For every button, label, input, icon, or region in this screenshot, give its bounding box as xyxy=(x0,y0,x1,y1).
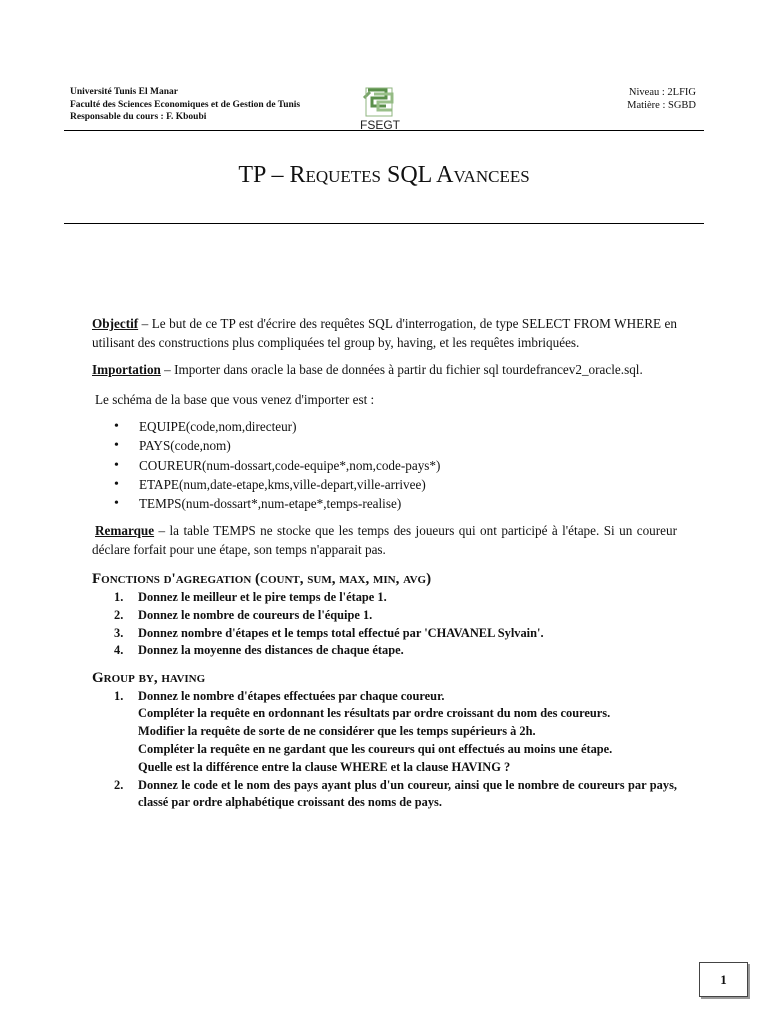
logo-graphic-icon xyxy=(352,86,408,120)
document-body xyxy=(92,315,677,812)
header-institution xyxy=(70,86,300,124)
schema-item: • EQUIPE(code,nom,directeur) xyxy=(92,417,677,436)
schema-item: • COUREUR(num-dossart,code-equipe*,nom,code-pays*) xyxy=(92,456,677,475)
question-item: 2. Donnez le nombre de coureurs de l'équipe 1. xyxy=(114,607,373,622)
niveau-label: Niveau : 2LFIG xyxy=(628,87,696,98)
university-name: Université Tunis El Manar xyxy=(70,87,178,97)
schema-item: • TEMPS(num-dossart*,num-etape*,temps-realise) xyxy=(92,494,677,513)
title-prefix: TP – xyxy=(238,162,290,188)
question-item: 2. Donnez le code et le nom des pays ayant plus d'un coureur, ainsi que le nombre de coureurs par pays, classé par ordre alphabétique croissant des noms de pays. xyxy=(114,777,677,810)
schema-item: • ETAPE(num,date-etape,kms,ville-depart,ville-arrivee) xyxy=(92,475,677,494)
title-divider xyxy=(64,223,704,224)
remarque-paragraph xyxy=(92,522,677,559)
objectif-paragraph xyxy=(92,315,677,352)
question-item: 4. Donnez la moyenne des distances de chaque étape. xyxy=(114,643,404,658)
logo-text: FSEGT xyxy=(359,118,400,132)
page-title xyxy=(64,162,704,189)
question-item: 1. Donnez le nombre d'étapes effectuées par chaque coureur. Compléter la requête en ordonnant les résultats par ordre croissant du nom des coureurs. Modifier la requête de sorte de ne considérer que les temps supérieurs à 2h. Compléter la requête en ne gardant que les coureurs qui ont effectués au moins une étape. Quelle est la différence entre la clause WHERE et la clause HAVING ? xyxy=(114,688,613,774)
page-number: 1 xyxy=(699,962,748,997)
aggregation-questions xyxy=(92,589,677,660)
header-course-info xyxy=(627,86,696,112)
section-groupby-title: Group by, having xyxy=(92,670,206,687)
course-responsible: Responsable du cours : F. Kboubi xyxy=(70,112,207,122)
groupby-questions xyxy=(92,688,677,813)
schema-list xyxy=(92,417,677,513)
remarque-text: – la table TEMPS ne stocke que les temps des joueurs qui ont participé à l'étape. Si un coureur déclare forfait pour une étape, son temps n'apparait pas. xyxy=(92,523,677,557)
header-divider xyxy=(64,130,704,131)
matiere-label: Matière : SGBD xyxy=(627,100,696,111)
objectif-label: Objectif xyxy=(92,316,139,331)
title-main: Requetes SQL Avancees xyxy=(289,162,530,188)
importation-paragraph xyxy=(92,361,677,380)
importation-text: – Importer dans oracle la base de données à partir du fichier sql tourdefrancev2_oracle.sql. xyxy=(160,362,643,377)
section-aggregation-title: Fonctions d'agregation (count, sum, max, min, avg) xyxy=(92,571,432,588)
question-item: 1. Donnez le meilleur et le pire temps de l'étape 1. xyxy=(114,589,387,604)
faculty-name: Faculté des Sciences Economiques et de Gestion de Tunis xyxy=(70,99,301,110)
objectif-text: – Le but de ce TP est d'écrire des requêtes SQL d'interrogation, de type SELECT FROM WHERE en utilisant des constructions plus compliquées tel group by, having, et les requêtes imbriquées. xyxy=(92,316,677,350)
schema-intro: Le schéma de la base que vous venez d'importer est : xyxy=(95,391,375,407)
remarque-label: Remarque xyxy=(95,523,155,539)
importation-label: Importation xyxy=(92,362,161,377)
schema-item: • PAYS(code,nom) xyxy=(92,436,677,455)
question-item: 3. Donnez nombre d'étapes et le temps total effectué par 'CHAVANEL Sylvain'. xyxy=(114,625,544,640)
fsegt-logo xyxy=(352,86,408,132)
